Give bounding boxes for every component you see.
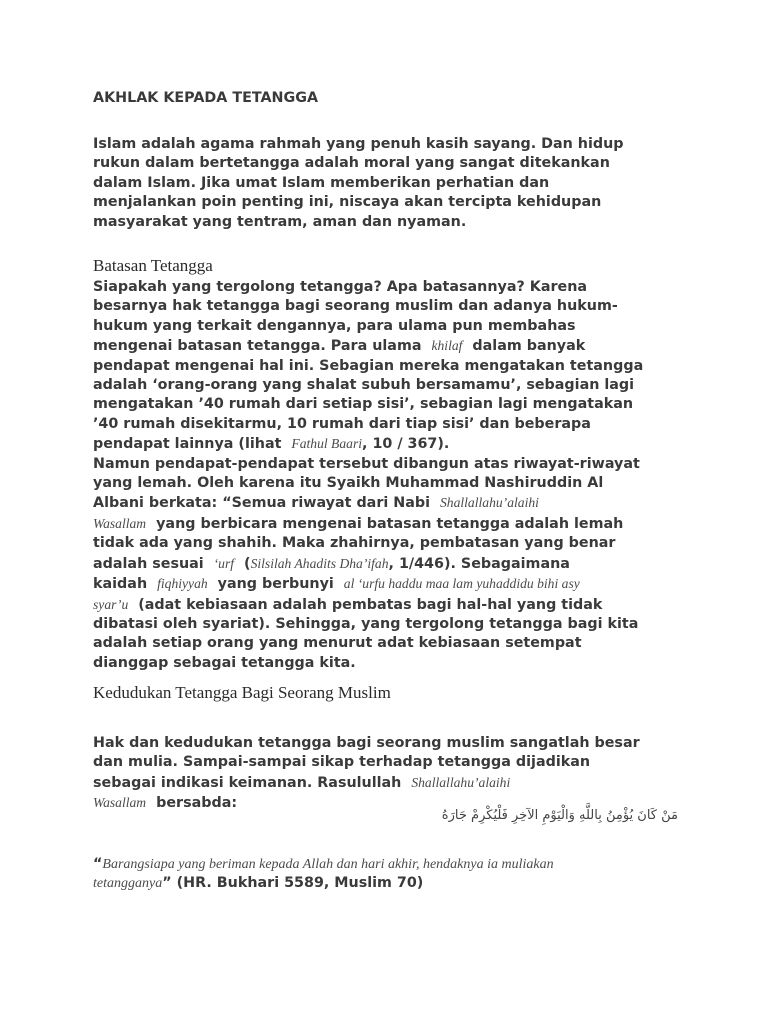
text-run: bersabda: [156, 795, 238, 812]
text-line: Siapakah yang tergolong tetangga? Apa batasannya? Karena [93, 279, 588, 295]
text-run: adalah sesuai [93, 555, 204, 572]
italic-citation: Silsilah Ahadits Dha’ifah [250, 555, 389, 571]
text-line: rukun dalam bertetangga adalah moral yang sangat ditekankan [93, 155, 610, 172]
text-line: dianggap sebagai tetangga kita. [93, 654, 356, 671]
section-heading-kedudukan: Kedudukan Tetangga Bagi Seorang Muslim [93, 683, 391, 702]
hadith-reference: ” (HR. Bukhari 5589, Muslim 70) [162, 875, 424, 892]
text-line: menjalankan poin penting ini, niscaya akan tercipta kehidupan [93, 194, 602, 211]
arabic-hadith-text: مَنْ كَانَ يُؤْمِنُ بِاللَّهِ وَالْيَوْمِ الآخِرِ فَلْيُكْرِمْ جَارَهُ [441, 808, 678, 823]
text-line: Islam adalah agama rahmah yang penuh kasih sayang. Dan hidup [93, 136, 624, 152]
text-run: , 10 / 367). [362, 436, 450, 453]
batasan-paragraph [93, 278, 683, 673]
italic-term: Wasallam [93, 515, 147, 531]
text-line: hukum yang terkait dengannya, para ulama pun membahas [93, 317, 576, 334]
text-run: kaidah [93, 576, 148, 593]
text-line: tidak ada yang shahih. Maka zhahirnya, pembatasan yang benar [93, 535, 616, 552]
text-run: dalam banyak [472, 338, 586, 355]
text-run: Albani berkata: “Semua riwayat dari Nabi [93, 495, 431, 512]
hadith-translation [93, 855, 683, 894]
italic-term: Wasallam [93, 795, 147, 811]
text-line: adalah ‘orang-orang yang shalat subuh bersamamu’, sebagian lagi [93, 377, 635, 394]
italic-term: fiqhiyyah [157, 576, 208, 592]
text-run: (adat kebiasaan adalah pembatas bagi hal-hal yang tidak [138, 596, 603, 613]
kedudukan-paragraph [93, 734, 683, 814]
intro-paragraph [93, 135, 683, 232]
text-line: Hak dan kedudukan tetangga bagi seorang muslim sangatlah besar [93, 735, 640, 751]
text-run: sebagai indikasi keimanan. Rasulullah [93, 774, 402, 791]
text-run: yang berbicara mengenai batasan tetangga adalah lemah [156, 515, 624, 532]
italic-quote: tetangganya [93, 876, 163, 892]
italic-phrase: syar’u [93, 596, 129, 612]
text-line: besarnya hak tetangga bagi seorang muslim dan adanya hukum- [93, 298, 618, 315]
text-line: masyarakat yang tentram, aman dan nyaman. [93, 213, 467, 230]
text-line: dalam Islam. Jika umat Islam memberikan perhatian dan [93, 174, 550, 191]
italic-term: ‘urf [213, 555, 235, 571]
text-run: pendapat lainnya (lihat [93, 436, 282, 453]
section-heading-batasan: Batasan Tetangga [93, 256, 213, 275]
italic-term: khilaf [431, 338, 463, 354]
italic-term: Shallallahu’alaihi [411, 774, 511, 790]
quote-mark: “ [93, 856, 103, 872]
text-run: , 1/446). Sebagaimana [388, 555, 570, 572]
text-line: mengatakan ’40 rumah dari setiap sisi’, sebagian lagi mengatakan [93, 396, 634, 413]
italic-phrase: al ‘urfu haddu maa lam yuhaddidu bihi asy [343, 576, 580, 592]
text-line: Namun pendapat-pendapat tersebut dibangun atas riwayat-riwayat [93, 455, 640, 472]
text-line: ’40 rumah disekitarmu, 10 rumah dari tiap sisi’ dan beberapa [93, 415, 591, 432]
text-run: yang berbunyi [217, 576, 334, 593]
text-line: dibatasi oleh syariat). Sehingga, yang tergolong tetangga bagi kita [93, 615, 639, 632]
italic-citation: Fathul Baari [291, 436, 363, 452]
text-line: adalah setiap orang yang menurut adat kebiasaan setempat [93, 635, 582, 652]
page-title: AKHLAK KEPADA TETANGGA [93, 90, 319, 106]
text-line: pendapat mengenai hal ini. Sebagian mereka mengatakan tetangga [93, 357, 644, 374]
italic-quote: Barangsiapa yang beriman kepada Allah dan hari akhir, hendaknya ia muliakan [102, 857, 554, 872]
text-run: mengenai batasan tetangga. Para ulama [93, 338, 422, 355]
text-line: yang lemah. Oleh karena itu Syaikh Muhammad Nashiruddin Al [93, 475, 604, 492]
italic-term: Shallallahu’alaihi [439, 495, 539, 511]
text-run: ( [244, 555, 251, 572]
text-line: dan mulia. Sampai-sampai sikap terhadap tetangga dijadikan [93, 754, 591, 771]
